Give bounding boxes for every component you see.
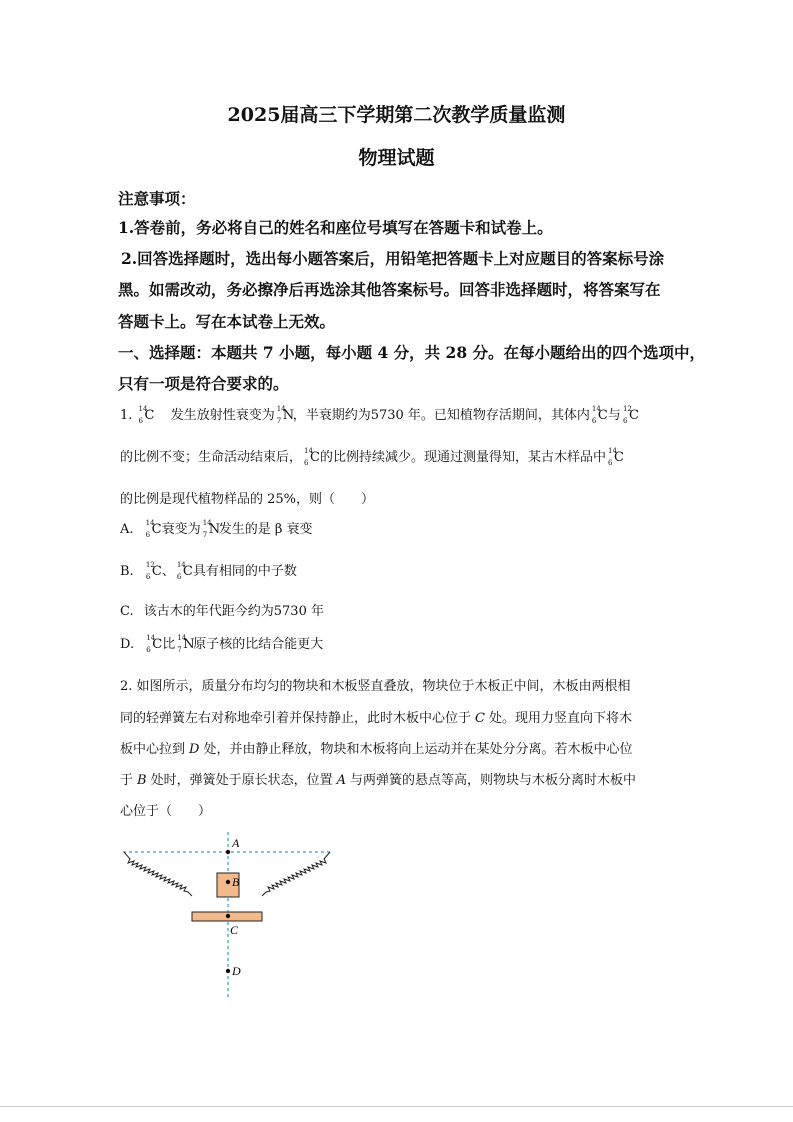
carbon-14-nuclide: 14 6 C: [304, 446, 320, 467]
left-spring: [124, 852, 192, 896]
section-1-heading: 一、选择题：本题共 7 小题，每小题 4 分，共 28 分。在每小题给出的四个选项中，: [118, 343, 706, 362]
nitrogen-14-nuclide: 14 7 N: [276, 404, 295, 425]
carbon-12-nuclide: 12 6 C: [145, 560, 162, 581]
spring-board-diagram: [118, 828, 338, 1003]
q1-option-d: D. 14 6 C 比 14 7 N 原子核的比结合能更大: [120, 633, 324, 654]
label-a: A: [232, 836, 240, 850]
q2-line-4: 于 B 处时，弹簧处于原长状态，位置 A 与两弹簧的悬点等高，则物块与木板分离时木板中: [120, 773, 636, 788]
notice-item-1: 1.答卷前，务必将自己的姓名和座位号填写在答题卡和试卷上。: [118, 218, 553, 237]
q1-option-c: C. 该古木的年代距今约为5730 年: [120, 604, 324, 619]
label-b: B: [232, 875, 240, 889]
q1-line-2: 的比例不变；生命活动结束后， 14 6 C 的比例持续减少。现通过测量得知，某古木样品中 14 6 C: [120, 446, 624, 467]
notice-item-2-line-3: 答题卡上。写在本试卷上无效。: [118, 312, 336, 331]
q1-line-1: 1. 14 6 C 发生放射性衰变为 14 7 N ，半衰期约为5730 年。已知植物存活期间，其体内 14 6 C 与 12 6 C: [120, 404, 639, 425]
carbon-14-nuclide: 14 6 C: [138, 404, 155, 425]
notice-item-2-line-1: 2.回答选择题时，选出每小题答案后，用铅笔把答题卡上对应题目的答案标号涂: [121, 249, 665, 268]
label-d: D: [232, 964, 241, 978]
nitrogen-14-nuclide: 14 7 N: [177, 633, 195, 654]
notice-heading: 注意事项：: [118, 189, 196, 208]
carbon-12-nuclide: 12 6 C: [622, 404, 639, 425]
exam-title: 2025届高三下学期第二次教学质量监测: [227, 104, 566, 126]
q1-line-3: 的比例是现代植物样品的 25%，则（ ）: [120, 492, 375, 507]
point-a: [226, 850, 230, 854]
q1-option-b: B. 12 6 C 、 14 6 C 具有相同的中子数: [120, 560, 297, 581]
carbon-14-nuclide: 14 6 C: [145, 518, 162, 539]
q2-line-2: 同的轻弹簧左右对称地牵引着并保持静止，此时木板中心位于 C 处。现用力竖直向下将木: [120, 711, 632, 726]
carbon-14-nuclide: 14 6 C: [608, 446, 624, 467]
carbon-14-nuclide: 14 6 C: [591, 404, 608, 425]
point-d: [226, 969, 230, 973]
carbon-14-nuclide: 14 6 C: [176, 560, 193, 581]
nitrogen-14-nuclide: 14 7 N: [202, 518, 221, 539]
point-c: [226, 914, 230, 918]
q2-line-3: 板中心拉到 D 处，并由静止释放，物块和木板将向上运动并在某处分分离。若木板中心位: [120, 742, 633, 757]
carbon-14-nuclide: 14 6 C: [146, 633, 163, 654]
page-bottom-rule: [0, 1106, 793, 1107]
q2-line-5: 心位于（ ）: [120, 804, 212, 819]
exam-subtitle: 物理试题: [358, 147, 435, 169]
point-b: [226, 880, 230, 884]
right-spring: [262, 852, 330, 896]
q1-option-a: A. 14 6 C 衰变为 14 7 N 发生的是 β 衰变: [120, 518, 313, 539]
section-1-heading-2: 只有一项是符合要求的。: [118, 374, 289, 393]
notice-item-2-line-2: 黑。如需改动，务必擦净后再选涂其他答案标号。回答非选择题时，将答案写在: [118, 280, 661, 299]
label-c: C: [230, 923, 239, 937]
q2-line-1: 2. 如图所示，质量分布均匀的物块和木板竖直叠放，物块位于木板正中间，木板由两根相: [120, 679, 631, 694]
